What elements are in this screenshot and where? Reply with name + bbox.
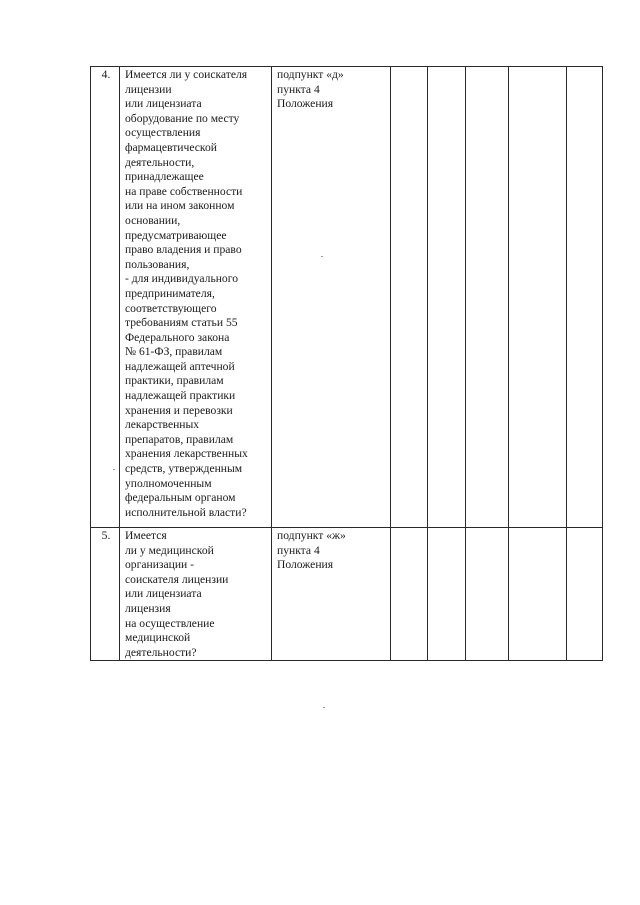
question-line: Федерального закона — [125, 330, 230, 344]
empty-answer-cell — [428, 67, 466, 528]
question-line: или лицензиата — [125, 97, 202, 111]
question-line: исполнительной власти? — [125, 505, 247, 519]
table-row — [91, 528, 603, 661]
question-line: лекарственных — [125, 418, 200, 432]
question-line: надлежащей аптечной — [125, 359, 235, 373]
empty-answer-cell — [391, 528, 428, 661]
reference-cell — [272, 528, 391, 661]
question-line: принадлежащее — [125, 170, 204, 184]
question-line: или на ином законном — [125, 199, 235, 213]
question-line: право владения и право — [125, 243, 242, 257]
question-line: соискателя лицензии — [125, 572, 229, 586]
question-line: лицензия — [125, 601, 171, 615]
empty-answer-cell — [466, 67, 509, 528]
question-line: организации - — [125, 558, 195, 572]
question-line: лицензии — [125, 82, 172, 96]
question-line: предпринимателя, — [125, 286, 215, 300]
question-line: хранения лекарственных — [125, 447, 248, 461]
empty-answer-cell — [428, 528, 466, 661]
question-line: соответствующего — [125, 301, 217, 315]
question-line: № 61-ФЗ, правилам — [125, 345, 223, 359]
question-line: Имеется — [125, 529, 167, 542]
question-line: практики, правилам — [125, 374, 224, 388]
row-number: 4. — [91, 67, 120, 528]
question-line: оборудование по месту — [125, 111, 240, 125]
question-cell — [120, 67, 272, 528]
question-line: уполномоченным — [125, 476, 212, 490]
reference-cell — [272, 67, 391, 528]
reference-line: пункта 4 — [277, 543, 320, 557]
question-line: ли у медицинской — [125, 543, 214, 557]
question-line: медицинской — [125, 631, 191, 645]
empty-answer-cell — [567, 528, 603, 661]
question-line: основании, — [125, 213, 181, 227]
question-line: федеральным органом — [125, 491, 236, 505]
empty-answer-cell — [509, 528, 567, 661]
question-line: хранения и перевозки — [125, 403, 233, 417]
empty-answer-cell — [509, 67, 567, 528]
question-line: на осуществление — [125, 616, 215, 630]
question-line: фармацевтической — [125, 140, 217, 154]
question-line: требованиям статьи 55 — [125, 316, 238, 330]
question-line: пользования, — [125, 257, 190, 271]
checklist-table-body — [91, 67, 603, 661]
question-line: средств, утвержденным — [125, 462, 243, 476]
table-row — [91, 67, 603, 528]
question-cell — [120, 528, 272, 661]
reference-line: подпункт «ж» — [277, 529, 346, 542]
question-line: или лицензиата — [125, 587, 202, 601]
empty-answer-cell — [466, 528, 509, 661]
question-line: деятельности? — [125, 645, 197, 659]
question-line: надлежащей практики — [125, 389, 236, 403]
row-number: 5. — [91, 528, 120, 661]
scan-speck — [113, 469, 115, 470]
question-line: Имеется ли у соискателя — [125, 68, 248, 81]
reference-line: Положения — [277, 558, 334, 572]
checklist-table — [90, 66, 603, 661]
reference-line: Положения — [277, 97, 334, 111]
reference-line: пункта 4 — [277, 82, 320, 96]
question-line: осуществления — [125, 126, 201, 140]
question-line: - для индивидуального — [125, 272, 238, 286]
question-line: препаратов, правилам — [125, 432, 234, 446]
scan-speck — [321, 256, 323, 257]
question-line: на праве собственности — [125, 184, 243, 198]
empty-answer-cell — [391, 67, 428, 528]
empty-answer-cell — [567, 67, 603, 528]
question-line: предусматривающее — [125, 228, 227, 242]
question-line: деятельности, — [125, 155, 195, 169]
reference-line: подпункт «д» — [277, 68, 344, 81]
scan-speck — [323, 707, 325, 708]
